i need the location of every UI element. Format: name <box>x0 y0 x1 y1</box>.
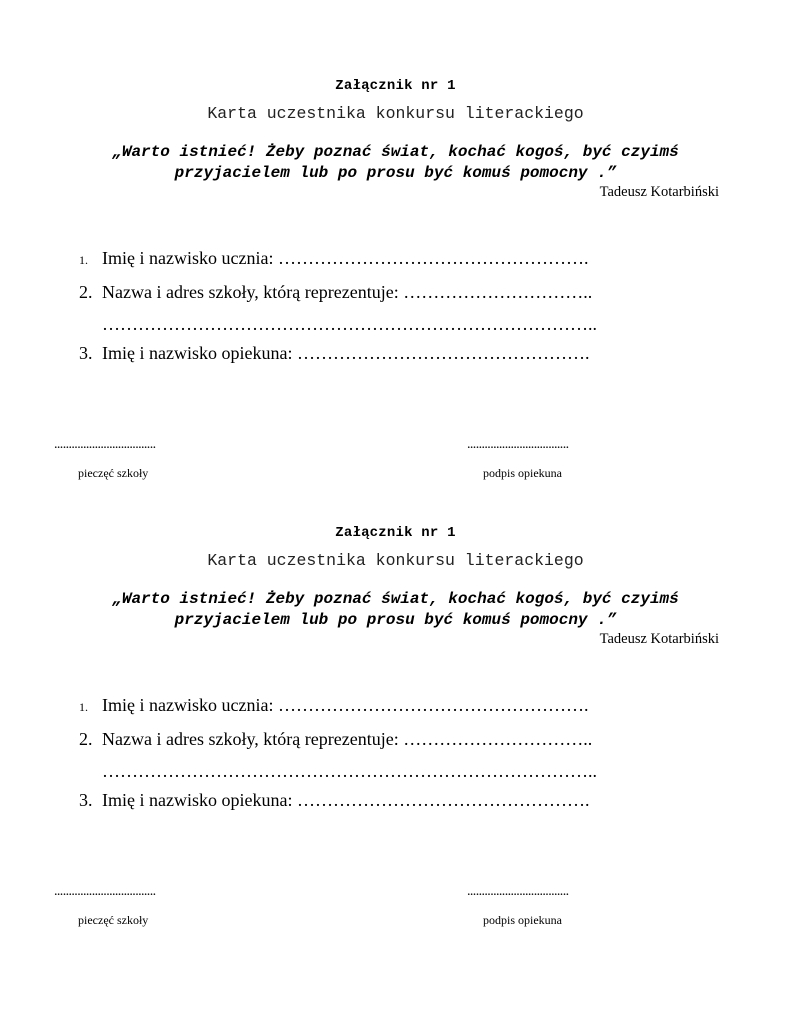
field-number: 2. <box>79 729 93 749</box>
field-label: Imię i nazwisko ucznia: ……………………………………………. <box>102 695 589 715</box>
field-number: 3. <box>79 790 93 810</box>
field-school-continuation: ……………………………………………………………………….. <box>102 761 597 781</box>
guardian-signature-line: ................................... <box>467 884 569 899</box>
field-label: Nazwa i adres szkoły, którą reprezentuje: ………………………….. <box>102 729 593 749</box>
quote-line-2: przyjacielem lub po prosu być komuś pomocny .” <box>174 611 617 629</box>
attachment-heading: Załącznik nr 1 <box>335 525 456 541</box>
motto-quote <box>0 589 791 631</box>
field-number: 1. <box>79 253 88 267</box>
field-school-name-address <box>79 729 719 750</box>
field-label: Imię i nazwisko opiekuna: …………………………………………. <box>102 343 590 363</box>
school-stamp-line: ................................... <box>54 884 156 899</box>
quote-author: Tadeusz Kotarbiński <box>599 631 719 647</box>
field-number: 3. <box>79 343 93 363</box>
participant-card-1 <box>0 0 791 480</box>
field-school-continuation: ……………………………………………………………………….. <box>102 314 597 334</box>
field-label: Nazwa i adres szkoły, którą reprezentuje: ………………………….. <box>102 282 593 302</box>
quote-line-1: „Warto istnieć! Żeby poznać świat, kochać kogoś, być czyimś <box>112 590 679 608</box>
quote-line-1: „Warto istnieć! Żeby poznać świat, kochać kogoś, być czyimś <box>112 143 679 161</box>
field-student-name <box>79 695 719 716</box>
quote-line-2: przyjacielem lub po prosu być komuś pomocny .” <box>174 164 617 182</box>
quote-author: Tadeusz Kotarbiński <box>599 184 719 200</box>
field-guardian-name <box>79 790 719 811</box>
school-stamp-label: pieczęć szkoły <box>78 913 149 927</box>
field-label: Imię i nazwisko ucznia: ……………………………………………. <box>102 248 589 268</box>
participant-card-2 <box>0 447 791 927</box>
field-guardian-name <box>79 343 719 364</box>
card-subtitle: Karta uczestnika konkursu literackiego <box>207 104 584 123</box>
field-label: Imię i nazwisko opiekuna: …………………………………………. <box>102 790 590 810</box>
guardian-signature-line: ................................... <box>467 437 569 452</box>
field-number: 2. <box>79 282 93 302</box>
attachment-heading: Załącznik nr 1 <box>335 78 456 94</box>
guardian-signature-label: podpis opiekuna <box>483 913 562 927</box>
field-number: 1. <box>79 700 88 714</box>
school-stamp-line: ................................... <box>54 437 156 452</box>
field-student-name <box>79 248 719 269</box>
field-school-name-address <box>79 282 719 303</box>
motto-quote <box>0 142 791 184</box>
guardian-signature-label: podpis opiekuna <box>483 466 562 480</box>
school-stamp-label: pieczęć szkoły <box>78 466 149 480</box>
card-subtitle: Karta uczestnika konkursu literackiego <box>207 551 584 570</box>
